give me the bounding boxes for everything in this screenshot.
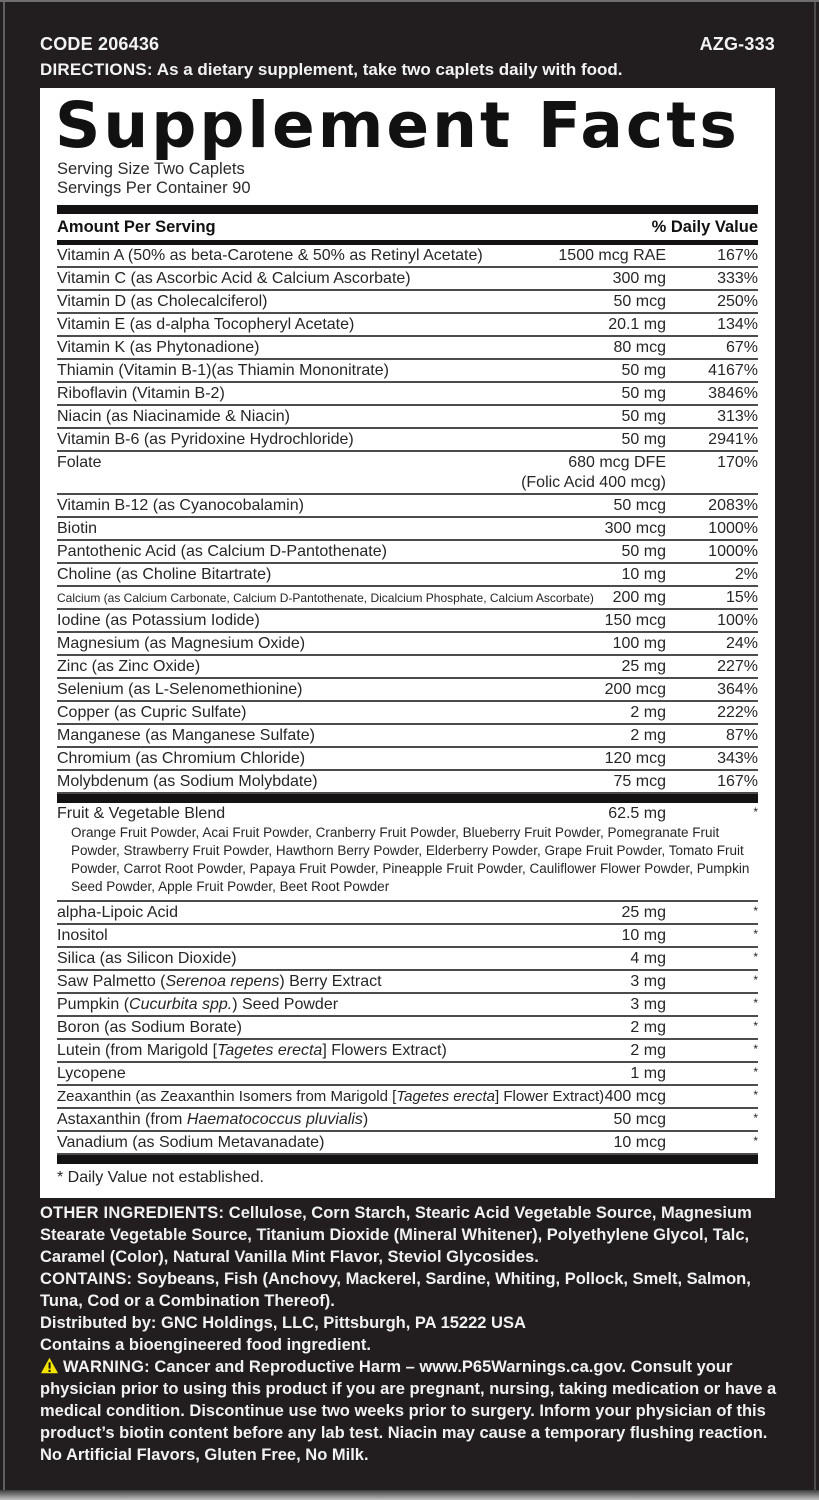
daily-value: * [753,950,758,964]
claims-line: No Artificial Flavors, Gluten Free, No Milk. [40,1446,369,1464]
amount-value: 50 mg [621,543,666,560]
warning-label: WARNING: [63,1358,150,1376]
amount-value: 200 mg [612,589,666,606]
contains-text: Soybeans, Fish (Anchovy, Mackerel, Sardine, Whiting, Pollock, Smelt, Salmon, Tuna, Cod or a Combination Thereof). [40,1270,751,1310]
daily-value: * [753,904,758,918]
daily-value: 15% [725,589,758,606]
daily-value: 1000% [708,543,758,560]
table-row [57,1086,758,1109]
amount-value: 20.1 mg [608,316,666,333]
ingredient-name: Lutein (from Marigold [Tagetes erecta] Flowers Extract) [57,1042,447,1059]
table-row [57,564,758,587]
daily-value: * [753,805,758,819]
daily-value: * [753,996,758,1010]
ingredient-name: Biotin [57,520,98,537]
ingredient-name: Chromium (as Chromium Chloride) [57,750,306,767]
amount-value: 400 mcg [604,1088,666,1105]
table-row [57,902,758,925]
daily-value: 343% [717,750,758,767]
ingredient-name: Boron (as Sodium Borate) [57,1019,242,1036]
daily-value: * [753,1065,758,1079]
table-row [57,679,758,702]
blend-ingredients: Orange Fruit Powder, Acai Fruit Powder, Cranberry Fruit Powder, Blueberry Fruit Powder, Pomegranate Fruit Powder, Strawberry Fruit Powder, Hawthorn Berry Powder, Elderberry Powder, Grape Fruit Powder, Tomato Fruit Powder, Carrot Root Powder, Papaya Fruit Powder, Pineapple Fruit Powder, Cauliflower Flower Powder, Pumpkin Seed Powder, Apple Fruit Powder, Beet Root Powder [71,825,750,894]
table-column-header [57,214,758,240]
amount-value: 2 mg [630,727,666,744]
ingredient-name: Folate [57,454,102,471]
daily-value: 167% [717,773,758,790]
daily-value: 2941% [708,431,758,448]
daily-value: 2% [734,566,758,583]
daily-value: * [753,973,758,987]
ingredient-name: Vitamin C (as Ascorbic Acid & Calcium Ascorbate) [57,270,411,287]
amount-value: 2 mg [630,1042,666,1059]
table-row [57,495,758,518]
ingredient-name: Molybdenum (as Sodium Molybdate) [57,773,318,790]
table-row [57,268,758,291]
table-row [57,633,758,656]
amount-value: 25 mg [621,904,666,921]
amount-value: 1500 mcg RAE [558,247,666,264]
amount-value: 50 mg [621,431,666,448]
daily-value: 100% [717,612,758,629]
amount-value: 200 mcg [604,681,666,698]
amount-value: 120 mcg [604,750,666,767]
table-row [57,925,758,948]
amount-value: 10 mg [621,927,666,944]
warning-triangle-icon [40,1357,59,1374]
daily-value: 67% [725,339,758,356]
amount-value: 2 mg [630,1019,666,1036]
amount-value: 50 mg [621,385,666,402]
table-row [57,360,758,383]
daily-value: 87% [725,727,758,744]
serving-size: Serving Size Two Caplets [57,160,245,178]
daily-value-footnote: * Daily Value not established. [57,1169,264,1186]
table-row [57,452,758,495]
amount-value: 80 mcg [613,339,666,356]
label-right-edge [814,2,816,1490]
ingredient-name: Riboflavin (Vitamin B-2) [57,385,225,402]
daily-value: * [753,927,758,941]
daily-value: * [753,1042,758,1056]
amount-value: 50 mcg [613,293,666,310]
amount-value: 100 mg [612,635,666,652]
ingredient-name: Inositol [57,927,108,944]
other-ingredients-label: OTHER INGREDIENTS: [40,1204,225,1222]
daily-value: 170% [717,454,758,471]
daily-value: 227% [717,658,758,675]
table-row [57,541,758,564]
ingredient-name: Pantothenic Acid (as Calcium D-Pantothenate) [57,543,387,560]
table-row [57,1040,758,1063]
table-row [57,610,758,633]
daily-value: 313% [717,408,758,425]
product-sku: AZG-333 [699,34,775,54]
distributed-by: Distributed by: GNC Holdings, LLC, Pittsburgh, PA 15222 USA [40,1314,526,1332]
table-row [57,994,758,1017]
label-footer [40,1202,777,1466]
ingredient-name: Vitamin D (as Cholecalciferol) [57,293,268,310]
amount-value: 3 mg [630,996,666,1013]
daily-value: 333% [717,270,758,287]
label-bottom-edge [0,1490,819,1500]
other-nutrients-table [57,803,758,1155]
directions [40,60,775,80]
table-row [57,245,758,268]
amount-value: 25 mg [621,658,666,675]
amount-value: 680 mcg DFE (Folic Acid 400 mcg) [521,454,666,491]
table-row [57,971,758,994]
ingredient-name: Choline (as Choline Bitartrate) [57,566,272,583]
amount-value: 50 mcg [613,497,666,514]
amount-value: 300 mg [612,270,666,287]
daily-value: 364% [717,681,758,698]
bioengineered-statement: Contains a bioengineered food ingredient. [40,1336,371,1354]
daily-value: 250% [717,293,758,310]
ingredient-name: Vitamin B-12 (as Cyanocobalamin) [57,497,304,514]
column-daily-value: % Daily Value [651,218,758,236]
thick-divider [57,1155,758,1164]
daily-value: 1000% [708,520,758,537]
label-header [40,34,775,80]
amount-value: 62.5 mg [608,805,666,822]
ingredient-name: Saw Palmetto (Serenoa repens) Berry Extract [57,973,382,990]
directions-label: DIRECTIONS: [40,60,153,79]
amount-value: 300 mcg [604,520,666,537]
ingredient-name: Vitamin E (as d-alpha Tocopheryl Acetate) [57,316,355,333]
label-top-edge [0,0,819,2]
ingredient-name: Zeaxanthin (as Zeaxanthin Isomers from Marigold [Tagetes erecta] Flower Extract) [57,1088,605,1105]
daily-value: * [753,1134,758,1148]
ingredient-name: alpha-Lipoic Acid [57,904,178,921]
daily-value: 24% [725,635,758,652]
ingredient-name: Vitamin B-6 (as Pyridoxine Hydrochloride) [57,431,354,448]
servings-per-container: Servings Per Container 90 [57,179,251,197]
amount-value: 50 mcg [613,1111,666,1128]
table-row [57,748,758,771]
panel-title: Supplement Facts [55,89,740,162]
table-row [57,702,758,725]
directions-text: As a dietary supplement, take two caplets daily with food. [152,60,623,79]
table-row [57,383,758,406]
ingredient-name: Magnesium (as Magnesium Oxide) [57,635,306,652]
table-row [57,1109,758,1132]
table-row [57,337,758,360]
thick-divider [57,205,758,214]
table-row [57,406,758,429]
amount-value: 150 mcg [604,612,666,629]
daily-value: 134% [717,316,758,333]
amount-value: 10 mcg [613,1134,666,1151]
ingredient-name: Astaxanthin (from Haematococcus pluvialis) [57,1111,369,1128]
table-row [57,948,758,971]
product-code: CODE 206436 [40,34,160,54]
table-row [57,803,758,902]
amount-value: 50 mg [621,408,666,425]
ingredient-name: Calcium (as Calcium Carbonate, Calcium D-Pantothenate, Dicalcium Phosphate, Calcium Ascorbate) [57,591,594,605]
other-ingredients [40,1202,777,1268]
ingredient-name: Niacin (as Niacinamide & Niacin) [57,408,290,425]
other-ingredients-text: Cellulose, Corn Starch, Stearic Acid Vegetable Source, Magnesium Stearate Vegetable Source, Titanium Dioxide (Mineral Whitener), Polyethylene Glycol, Talc, Caramel (Color), Natural Vanilla Mint Flavor, Steviol Glycosides. [40,1204,752,1266]
amount-value: 1 mg [630,1065,666,1082]
ingredient-name: Thiamin (Vitamin B-1)(as Thiamin Mononitrate) [57,362,389,379]
warning-text: Cancer and Reproductive Harm – www.P65Warnings.ca.gov. Consult your physician prior to using this product if you are pregnant, nursing, taking medication or have a medical condition. Discontinue use two weeks prior to surgery. Inform your physician of this product’s biotin content before any lab test. Niacin may cause a temporary flushing reaction. [40,1358,777,1442]
table-row [57,587,758,610]
ingredient-name: Copper (as Cupric Sulfate) [57,704,247,721]
table-row [57,518,758,541]
daily-value: * [753,1088,758,1102]
table-row [57,314,758,337]
ingredient-name: Silica (as Silicon Dioxide) [57,950,237,967]
ingredient-name: Zinc (as Zinc Oxide) [57,658,201,675]
daily-value: * [753,1019,758,1033]
ingredient-name: Vitamin K (as Phytonadione) [57,339,260,356]
column-amount-per-serving: Amount Per Serving [57,218,216,236]
ingredient-name: Selenium (as L-Selenomethionine) [57,681,303,698]
supplement-facts-panel [40,88,775,1198]
contains-label: CONTAINS: [40,1270,133,1288]
nutrient-table [57,245,758,794]
table-row [57,771,758,794]
amount-value: 2 mg [630,704,666,721]
daily-value: 222% [717,704,758,721]
table-row [57,1017,758,1040]
amount-value: 3 mg [630,973,666,990]
daily-value: * [753,1111,758,1125]
label-left-edge [3,2,5,1490]
amount-value: 50 mg [621,362,666,379]
ingredient-name: Iodine (as Potassium Iodide) [57,612,260,629]
ingredient-name: Manganese (as Manganese Sulfate) [57,727,315,744]
ingredient-name: Lycopene [57,1065,126,1082]
ingredient-name: Fruit & Vegetable Blend [57,805,226,822]
amount-value: 10 mg [621,566,666,583]
amount-value: 75 mcg [613,773,666,790]
thick-divider [57,794,758,803]
ingredient-name: Vanadium (as Sodium Metavanadate) [57,1134,325,1151]
daily-value: 4167% [708,362,758,379]
ingredient-name: Vitamin A (50% as beta-Carotene & 50% as Retinyl Acetate) [57,247,483,264]
table-row [57,291,758,314]
amount-value: 4 mg [630,950,666,967]
table-row [57,725,758,748]
ingredient-name: Pumpkin (Cucurbita spp.) Seed Powder [57,996,339,1013]
daily-value: 167% [717,247,758,264]
p65-warning [40,1356,777,1444]
table-row [57,1063,758,1086]
table-row [57,429,758,452]
table-row [57,656,758,679]
contains-statement [40,1268,777,1312]
table-row [57,1132,758,1155]
daily-value: 3846% [708,385,758,402]
daily-value: 2083% [708,497,758,514]
